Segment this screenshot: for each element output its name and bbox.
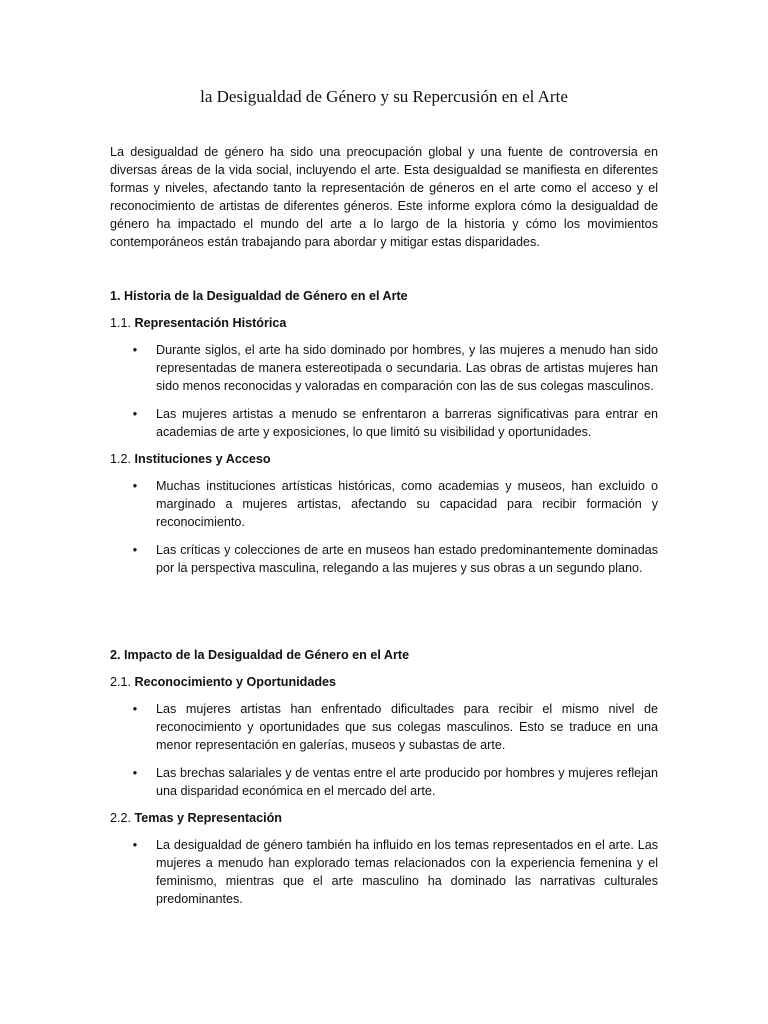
section-1 <box>110 287 658 577</box>
list-item-text: Las mujeres artistas han enfrentado dificultades para recibir el mismo nivel de reconocimiento y oportunidades que sus colegas masculinos. Esto se traduce en una menor representación en galerías, museos y subastas de arte. <box>156 702 658 752</box>
list-item <box>110 341 658 395</box>
bullet-icon: • <box>132 407 138 421</box>
bullet-icon: • <box>132 838 138 852</box>
list-item-text: Las brechas salariales y de ventas entre el arte producido por hombres y mujeres reflejan una disparidad económica en el mercado del arte. <box>156 766 658 798</box>
bullet-icon: • <box>132 343 138 357</box>
list-item <box>110 477 658 531</box>
bullet-list <box>110 700 658 800</box>
bullet-list <box>110 341 658 441</box>
document-title: la Desigualdad de Género y su Repercusión en el Arte <box>200 87 568 106</box>
list-item-text: La desigualdad de género también ha influido en los temas representados en el arte. Las mujeres a menudo han explorado temas relacionados con la experiencia femenina y el feminismo, mientras que el arte masculino ha dominado las narrativas culturales predominantes. <box>156 838 658 906</box>
section-heading: 1. Historia de la Desigualdad de Género en el Arte <box>110 289 408 303</box>
subsection-heading-2-1 <box>110 673 658 691</box>
list-item <box>110 405 658 441</box>
bullet-list <box>110 836 658 908</box>
subsection-label: Temas y Representación <box>134 811 282 825</box>
list-item-text: Las mujeres artistas a menudo se enfrentaron a barreras significativas para entrar en academias de arte y exposiciones, lo que limitó su visibilidad y oportunidades. <box>156 407 658 439</box>
subsection-label: Reconocimiento y Oportunidades <box>134 675 337 689</box>
bullet-icon: • <box>132 702 138 716</box>
list-item-text: Muchas instituciones artísticas históricas, como academias y museos, han excluido o marginado a mujeres artistas, afectando su capacidad para recibir formación y reconocimiento. <box>156 479 658 529</box>
subsection-heading-1-1 <box>110 314 658 332</box>
section-2 <box>110 646 658 908</box>
subsection-number: 1.1. <box>110 316 132 330</box>
subsection-number: 1.2. <box>110 452 132 466</box>
subsection-number: 2.1. <box>110 675 132 689</box>
list-item <box>110 700 658 754</box>
list-item-text: Las críticas y colecciones de arte en museos han estado predominantemente dominadas por la perspectiva masculina, relegando a las mujeres y sus obras a un segundo plano. <box>156 543 658 575</box>
section-heading: 2. Impacto de la Desigualdad de Género en el Arte <box>110 648 410 662</box>
intro-paragraph: La desigualdad de género ha sido una preocupación global y una fuente de controversia en diversas áreas de la vida social, incluyendo el arte. Esta desigualdad se manifiesta en diferentes formas y niveles, afectando tanto la representación de géneros en el arte como el acceso y el reconocimiento de artistas de diferentes géneros. Este informe explora cómo la desigualdad de género ha impactado el mundo del arte a lo largo de la historia y cómo los movimientos contemporáneos están trabajando para abordar y mitigar estas disparidades. <box>110 145 658 249</box>
bullet-icon: • <box>132 766 138 780</box>
subsection-label: Instituciones y Acceso <box>134 452 271 466</box>
bullet-icon: • <box>132 543 138 557</box>
bullet-icon: • <box>132 479 138 493</box>
list-item <box>110 836 658 908</box>
list-item-text: Durante siglos, el arte ha sido dominado por hombres, y las mujeres a menudo han sido representadas de manera estereotipada o secundaria. Las obras de artistas mujeres han sido menos reconocidas y valoradas en comparación con las de sus colegas masculinos. <box>156 343 658 393</box>
subsection-number: 2.2. <box>110 811 132 825</box>
subsection-heading-2-2 <box>110 809 658 827</box>
list-item <box>110 541 658 577</box>
list-item <box>110 764 658 800</box>
bullet-list <box>110 477 658 577</box>
subsection-label: Representación Histórica <box>134 316 287 330</box>
subsection-heading-1-2 <box>110 450 658 468</box>
